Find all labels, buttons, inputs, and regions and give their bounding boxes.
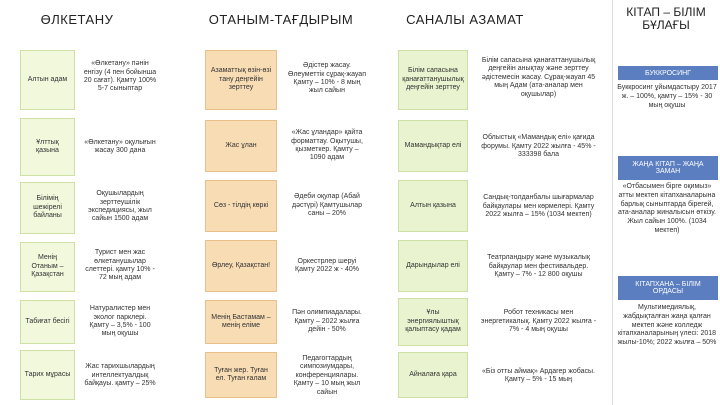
book-panel-title: КІТАП – БІЛІМ БҰЛАҒЫ	[626, 5, 706, 33]
fatherland-text-4: Оркестрлер шеруі Қамту 2022 ж - 40%	[284, 240, 370, 292]
region-text-3: Оқушылардың зерттеушілік экспедициясы, жыл сайын 1500 адам	[80, 178, 160, 236]
conscious-text-4: Театрландыру және музыкалық байқаулар мен фестивальдер. Қамту – 7% - 12 800 оқушы	[476, 240, 601, 294]
conscious-label-6: Айналаға қара	[398, 352, 468, 398]
conscious-label-2: Мамандықтар елі	[398, 120, 468, 172]
fatherland-label-4: Өрлеу, Қазақстан!	[205, 240, 277, 292]
library-header: КІТАПХАНА – БІЛІМ ОРДАСЫ	[618, 276, 718, 300]
fatherland-label-6: Туған жер. Туған ел. Туған ғалам	[205, 352, 277, 398]
conscious-text-3: Сандық-толданбалы шығармалар байқаулары мен көрмелері. Қамту 2022 жылға – 15% (1034 мектеп)	[476, 178, 601, 236]
region-label-4: Менің Отаным – Қазақстан	[20, 242, 75, 292]
new-book-text: «Отбасымен бірге оқимыз» атты мектеп кітапханаларына барлық сыныптарда бірегей, ата-аналар жиналысын өткізу. Жыл сайын 100%. (1034 мектеп)	[618, 183, 716, 234]
fatherland-label-5: Менің Бастамам – менің еліме	[205, 300, 277, 344]
region-text-2: «Өлкетану» оқулығын жасау 300 дана	[80, 118, 160, 176]
fatherland-text-1: Әдістер жасау. Өлеуметтік сұрақ-жауап Қамту – 10% - 8 мың жыл сайын	[284, 46, 370, 112]
fatherland-fate-title: ОТАНЫМ-ТАҒДЫРЫМ	[208, 12, 354, 27]
fatherland-text-6: Педагогтардың симпозиумдары, конференциялары. Қамту – 10 мың жыл сайын	[284, 348, 370, 404]
conscious-text-5: Робот техникасы мен энергетикалық. Қамту 2022 жылға - 7% - 4 мың оқушы	[476, 298, 601, 346]
conscious-text-6: «Біз отты аймақ» Ардагер жобасы. Қамту – 5% - 15 мың	[476, 352, 601, 400]
region-label-5: Табиғат бесігі	[20, 300, 75, 344]
region-text-5: Натуралистер мен эколог парклері. Қамту – 3,5% - 100 мың оқушы	[80, 298, 160, 346]
region-text-1: «Өлкетану» пәнін енгізу (4 пен бойынша 20 сағат). Қамту 100% 5-7 сыныптар	[80, 42, 160, 112]
new-book-header: ЖАҢА КІТАП – ЖАҢА ЗАМАН	[618, 156, 718, 180]
fatherland-label-2: Жас ұлан	[205, 120, 277, 172]
panel-divider	[612, 0, 613, 405]
bookcrossing-header: БУККРОСИНГ	[618, 66, 718, 80]
conscious-label-5: Ұлы энергиялыштық қалыптасу қадам	[398, 298, 468, 346]
fatherland-label-1: Азаматтық өзін-өзі тану деңгейін зерттеу	[205, 50, 277, 110]
region-label-3: Білімің шежірелі байланы	[20, 182, 75, 234]
region-label-2: Ұлттық қазына	[20, 118, 75, 176]
fatherland-text-5: Пән олимпиадалары. Қамту – 2022 жылға дейін - 50%	[284, 298, 370, 346]
region-text-6: Жас тарихшылардың интеллектуалдық байқауы. қамту – 25%	[80, 350, 160, 402]
library-text: Мультимедиялық, жабдықталған жаңа қалған мектеп және колледж кітапханаларының үлесі: 2018 жылы-10%; 2022 жылға – 50%	[617, 304, 717, 346]
region-studies-title: ӨЛКЕТАНУ	[40, 12, 114, 27]
region-label-6: Тарих мұрасы	[20, 350, 75, 400]
conscious-label-1: Білім сапасына қанағаттанушылық деңгейін зерттеу	[398, 50, 468, 110]
conscious-label-4: Дарындылар елі	[398, 240, 468, 292]
conscious-text-1: Білім сапасына қанағаттанушылық деңгейін анықтау және зерттеу әдістемесін жасау. Сұрақ-жауап 45 мың Адам (ата-аналар мен оқушылар)	[476, 40, 601, 116]
fatherland-text-3: Әдеби оқулар (Абай дәстүрі) Қамтушылар саны – 20%	[284, 178, 370, 234]
conscious-citizen-title: САНАЛЫ АЗАМАТ	[406, 12, 524, 27]
bookcrossing-text: Буккросинг ұйымдастыру 2017 ж. – 100%, қамту – 15% - 30 мың оқушы	[617, 84, 717, 109]
conscious-text-2: Облыстық «Мамандық елі» қағида форумы. Қамту 2022 жылға - 45% - 333398 бала	[476, 120, 601, 174]
fatherland-text-2: «Жас ұландар» қайта форматтау. Оқытушы, қызметкер. Қамту – 1090 адам	[284, 118, 370, 174]
region-label-1: Алтын адам	[20, 50, 75, 110]
region-text-4: Турист мен жас өлкетанушылар слеттері. қамту 10% - 72 мың адам	[80, 238, 160, 294]
conscious-label-3: Алтын қазына	[398, 180, 468, 232]
fatherland-label-3: Сөз - тілдің көркі	[205, 180, 277, 232]
